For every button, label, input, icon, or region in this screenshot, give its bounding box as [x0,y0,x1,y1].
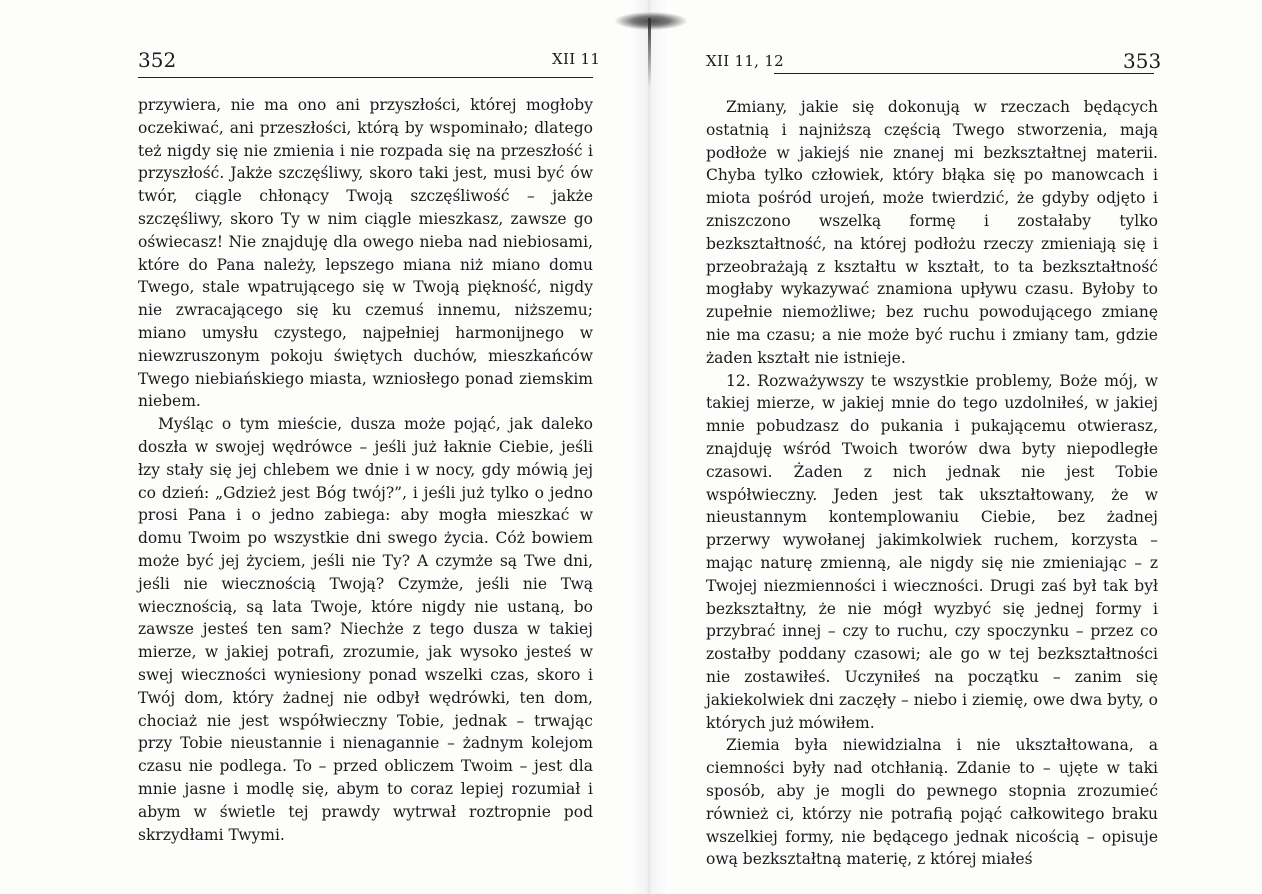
paragraph: 12. Rozważywszy te wszystkie problemy, Boże mój, w takiej mierze, w jakiej mnie do tego uzdolniłeś, w jakiej mnie pobudzasz do pukania i pukającemu otwierasz, znajduję wśród Twoich tworów dwa byty niepodległe czasowi. Żaden z nich jednak nie jest Tobie współwieczny. Jeden jest tak ukształtowany, że w nieustannym kontemplowaniu Ciebie, bez żadnej przerwy wywołanej jakimkolwiek ruchem, korzysta – mając naturę zmienną, ale nigdy się nie zmieniając – z Twojej niezmienności i wieczności. Drugi zaś był tak był bezkształtny, że nie mógł wyzbyć się jednej formy i przybrać innej – czy to ruchu, czy spoczynku – przez co zostałby poddany czasowi; ale go w tej bezkształtności nie zostawiłeś. Uczyniłeś na początku – zanim się jakiekolwiek dni zaczęły – niebo i ziemię, owe dwa byty, o których już mówiłem. [706,371,1158,732]
page-number: 353 [1123,49,1162,73]
header-rule [774,73,1154,74]
running-head: XII 11, 12 [706,52,785,70]
paragraph: Myśląc o tym mieście, dusza może pojąć, jak daleko doszła w swojej wędrówce – jeśli już łaknie Ciebie, jeśli łzy stały się jej chlebem we dnie i w nocy, gdy mówią jej co dzień: „Gdzież jest Bóg twój?”, i jeśli już tylko o jedno prosi Pana i o jedno zabiega: aby mogła mieszkać w domu Twoim po wszystkie dni swego życia. Cóż bowiem może być jej życiem, jeśli nie Ty? A czymże są Twe dni, jeśli nie wiecznością Twoją? Czymże, jeśli nie Twą wiecznością, są lata Twoje, które nigdy nie ustaną, bo zawsze jesteś ten sam? Niechże z tego dusza w takiej mierze, w jakiej potrafi, zrozumie, jak wysoko jesteś w swej wieczności wyniesiony ponad wszelki czas, skoro i Twój dom, który żadnej nie odbył wędrówki, ten dom, chociaż nie jest współwieczny Tobie, jednak – trwając przy Tobie nieustannie i nienagannie – żadnym kolejom czasu nie podlega. To – przed obliczem Twoim – jest dla mnie jasne i modlę się, abym to coraz lepiej rozumiał i abym w świetle tej prawdy wytrwał roztropnie pod skrzydłami Twymi. [138,415,593,844]
paragraph: przywiera, nie ma ono ani przyszłości, której mogłoby oczekiwać, ani przeszłości, którą by wspominało; dlatego też nigdy się nie zmienia i nie rozpada się na przeszłość i przyszłość. Jakże szczęśliwy, skoro taki jest, musi być ów twór, ciągle chłonący Twoją szczęśliwość – jakże szczęśliwy, skoro Ty w nim ciągle mieszkasz, zawsze go oświecasz! Nie znajduję dla owego nieba nad niebiosami, które do Pana należy, lepszego miana niż miano domu Twego, stale wpatrującego się w Twoją piękność, nigdy nie zwracającego się ku czemuś innemu, niższemu; miano umysłu czystego, najpełniej harmonijnego w niewzruszonym pokoju świętych duchów, mieszkańców Twego niebiańskiego miasta, wzniosłego ponad ziemskim niebem. [138,96,593,411]
left-page [0,0,628,894]
page-body [138,94,593,846]
paragraph: Zmiany, jakie się dokonują w rzeczach będących ostatnią i najniższą częścią Twego stworzenia, mają podłoże w jakiejś nie znanej mi bezkształtnej materii. Chyba tylko człowiek, który błąka się po manowcach i miota pośród urojeń, może twierdzić, że gdyby odjęto i zniszczono wszelką formę i zostałaby tylko bezkształtność, na której podłożu rzeczy zmieniają się i przeobrażają z kształtu w kształt, to ta bezkształtność mogłaby wykazywać znamiona upływu czasu. Byłoby to zupełnie niemożliwe; bez ruchu powodującego zmianę nie ma czasu; a nie może być ruchu i zmiany tam, gdzie żaden kształt nie istnieje. [706,98,1158,367]
running-head: XII 11 [552,50,601,68]
book-gutter [628,0,670,894]
spine-line [648,18,651,88]
page-number: 352 [138,48,177,72]
right-page [670,0,1262,894]
paragraph: Ziemia była niewidzialna i nie ukształtowana, a ciemności były nad otchłanią. Zdanie to – ujęte w taki sposób, aby je mogli do pewnego stopnia zrozumieć również ci, którzy nie potrafią pojąć całkowitego braku wszelkiej formy, nie będącego jednak nicością – opisuje ową bezkształtną materię, z której miałeś [706,736,1158,869]
header-rule [138,77,593,78]
page-body [706,96,1158,871]
